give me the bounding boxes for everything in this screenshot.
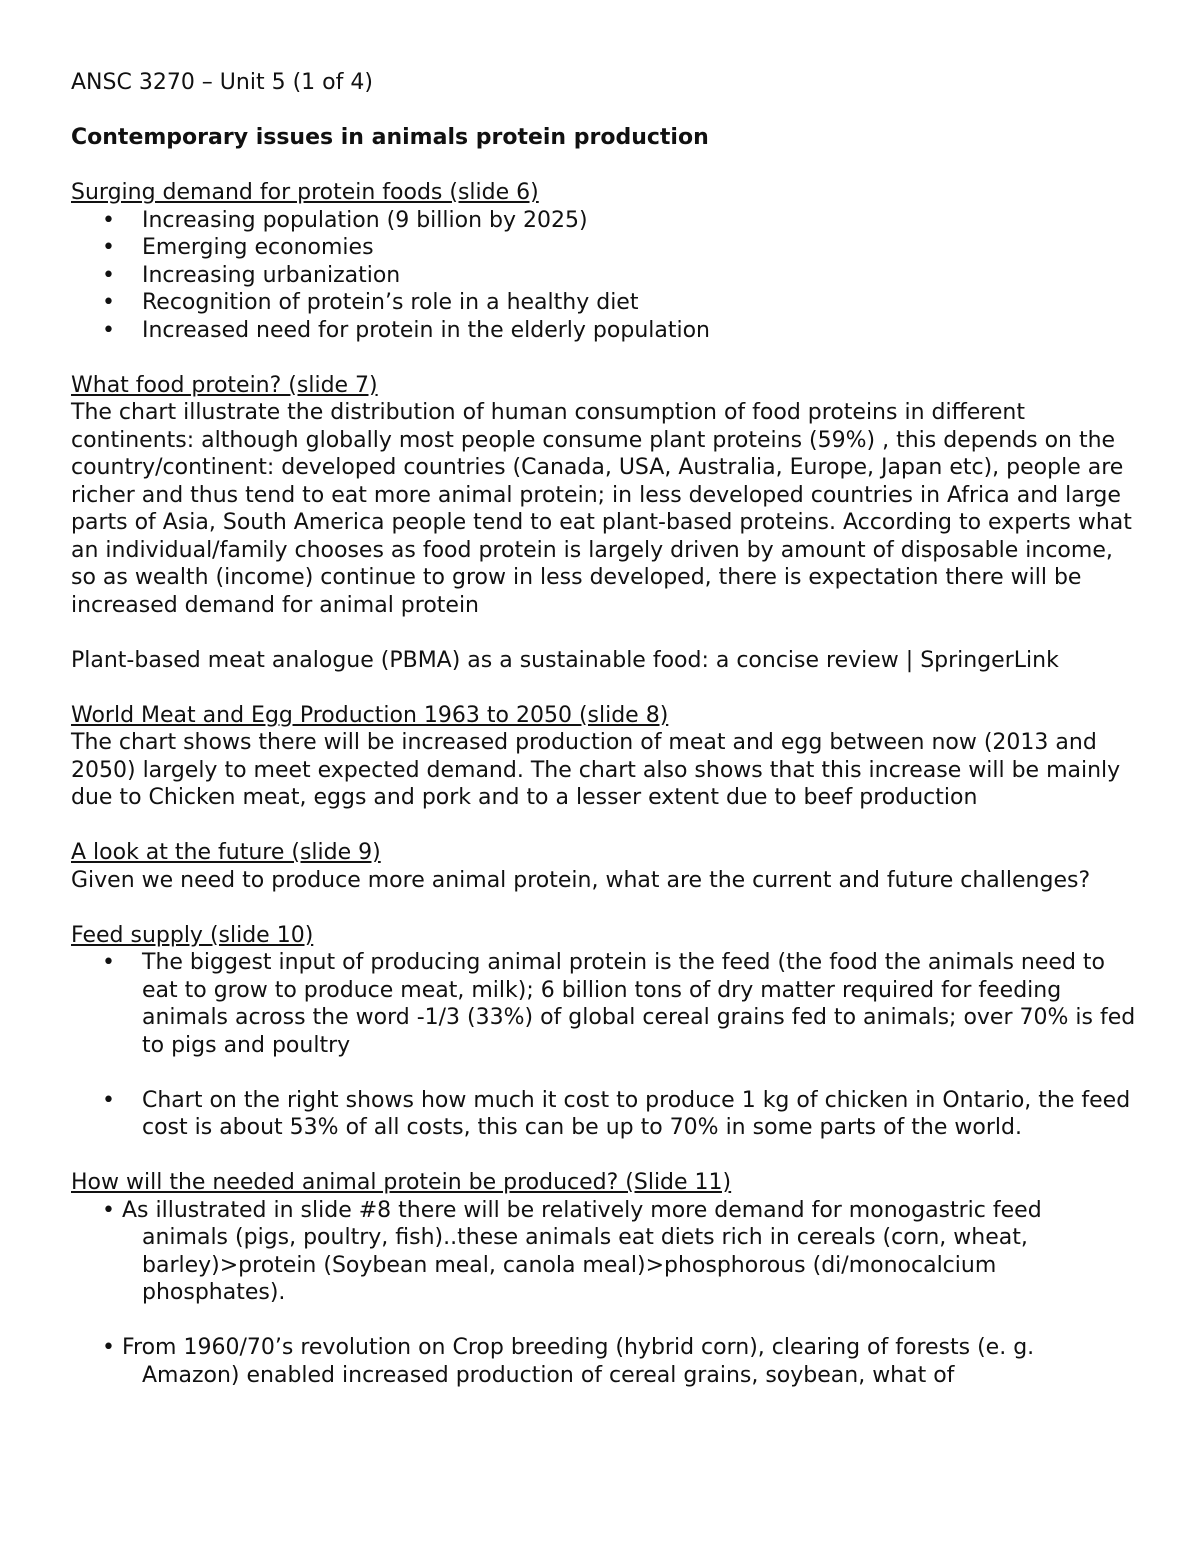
spacer bbox=[71, 152, 1140, 180]
section-heading-what-food-protein: What food protein? (slide 7) bbox=[71, 372, 378, 398]
list-item: • Recognition of protein’s role in a healthy diet bbox=[71, 289, 1140, 317]
document-title: Contemporary issues in animals protein production bbox=[71, 125, 709, 150]
feed-supply-list-continued bbox=[71, 1087, 1140, 1142]
spacer bbox=[71, 1307, 1140, 1335]
list-item: • Emerging economies bbox=[71, 234, 1140, 262]
list-item: • Chart on the right shows how much it cost to produce 1 kg of chicken in Ontario, the feed cost is about 53% of all costs, this can be up to 70% in some parts of the world. bbox=[71, 1087, 1140, 1142]
paragraph-world-meat-egg: The chart shows there will be increased production of meat and egg between now (2013 and 2050) largely to meet expected demand. The chart also shows that this increase will be mainly due to Chicken meat, eggs and pork and to a lesser extent due to beef production bbox=[71, 730, 1121, 810]
list-item: • Increasing population (9 billion by 2025) bbox=[71, 207, 1140, 235]
paragraph-look-at-future: Given we need to produce more animal protein, what are the current and future challenges? bbox=[71, 867, 1091, 893]
list-item bbox=[71, 1197, 1140, 1307]
spacer bbox=[71, 97, 1140, 125]
list-item: • Increasing urbanization bbox=[71, 262, 1140, 290]
feed-supply-list bbox=[71, 949, 1140, 1059]
bullet-first-line: From 1960/70’s revolution on Crop breeding (hybrid corn), clearing of forests (e. g. bbox=[121, 1335, 1035, 1360]
surging-demand-list bbox=[71, 207, 1140, 345]
paragraph-what-food-protein: The chart illustrate the distribution of human consumption of food proteins in different continents: although globally most people consume plant proteins (59%) , this depends on the country/continent: developed countries (Canada, USA, Australia, Europe, Japan etc), people are richer and thus tend to eat more animal protein; in less developed countries in Africa and large parts of Asia, South America people tend to eat plant-based proteins. According to experts what an individual/family chooses as food protein is largely driven by amount of disposable income, so as wealth (income) continue to grow in less developed, there is expectation there will be increased demand for animal protein bbox=[71, 400, 1132, 618]
course-line: ANSC 3270 – Unit 5 (1 of 4) bbox=[71, 70, 373, 95]
section-heading-look-at-future: A look at the future (slide 9) bbox=[71, 840, 381, 865]
section-heading-surging-demand: Surging demand for protein foods (slide 6) bbox=[71, 180, 539, 205]
how-produced-list bbox=[71, 1197, 1140, 1307]
bullet-continuation: Amazon) enabled increased production of cereal grains, soybean, what of bbox=[142, 1362, 955, 1388]
bullet-first-line: As illustrated in slide #8 there will be relatively more demand for monogastric feed bbox=[121, 1197, 1042, 1223]
bullet-lead: • As illustrated in slide #8 there will be relatively more demand for monogastric feed bbox=[102, 1197, 1042, 1223]
bullet-lead: • From 1960/70’s revolution on Crop breeding (hybrid corn), clearing of forests (e. g. bbox=[102, 1335, 1035, 1360]
section-heading-how-produced: How will the needed animal protein be produced? (Slide 11) bbox=[71, 1170, 732, 1195]
spacer bbox=[71, 344, 1140, 372]
spacer bbox=[71, 812, 1140, 840]
reference-line: Plant-based meat analogue (PBMA) as a sustainable food: a concise review | SpringerLink bbox=[71, 647, 1059, 673]
spacer bbox=[71, 1059, 1140, 1087]
bullet-continuation: animals (pigs, poultry, fish)..these animals eat diets rich in cereals (corn, wheat, barley)>protein (Soybean meal, canola meal)>phosphorous (di/monocalcium phosphates). bbox=[142, 1225, 1028, 1305]
list-item: • Increased need for protein in the elderly population bbox=[71, 317, 1140, 345]
spacer bbox=[71, 619, 1140, 647]
how-produced-list-continued bbox=[71, 1334, 1140, 1389]
spacer bbox=[71, 1142, 1140, 1170]
spacer bbox=[71, 674, 1140, 702]
list-item bbox=[71, 1334, 1140, 1389]
section-heading-world-meat-egg: World Meat and Egg Production 1963 to 2050 (slide 8) bbox=[71, 702, 669, 728]
list-item: • The biggest input of producing animal protein is the feed (the food the animals need to eat to grow to produce meat, milk); 6 billion tons of dry matter required for feeding animals across the word -1/3 (33%) of global cereal grains fed to animals; over 70% is fed to pigs and poultry bbox=[71, 949, 1140, 1059]
section-heading-feed-supply: Feed supply (slide 10) bbox=[71, 922, 314, 948]
spacer bbox=[71, 894, 1140, 922]
